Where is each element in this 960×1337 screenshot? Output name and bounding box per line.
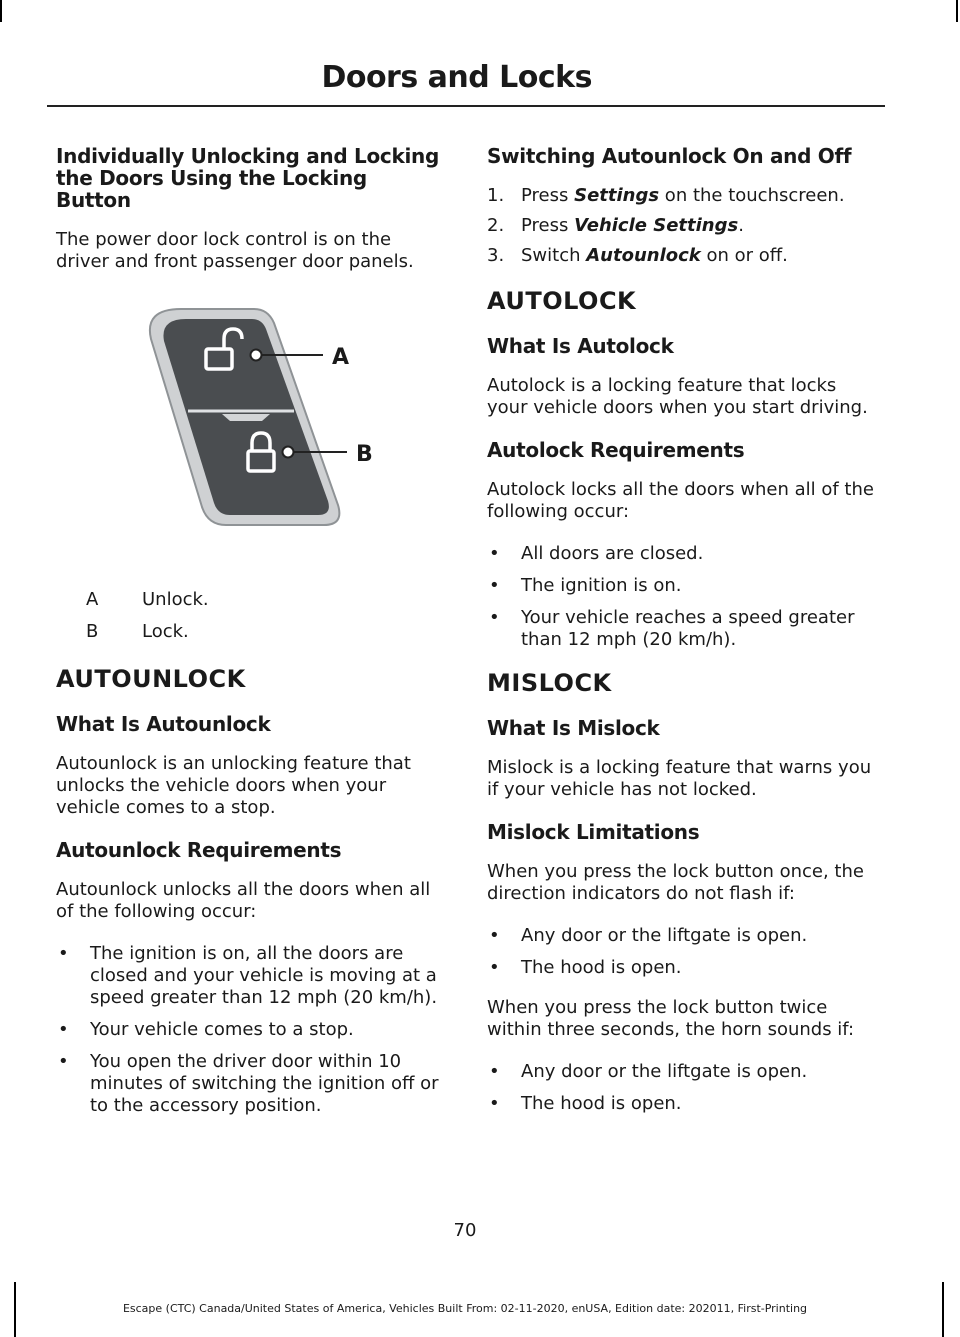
section-title-autounlock: AUTOUNLOCK — [56, 665, 246, 693]
crop-mark-bottom-right — [942, 1282, 944, 1337]
list-item: • You open the driver door within 10 minutes of switching the ignition off or to the accessory position. — [56, 1051, 448, 1117]
heading-what-is-autounlock: What Is Autounlock — [56, 712, 271, 736]
step-text-post: . — [738, 215, 744, 236]
heading-mislock-limitations: Mislock Limitations — [487, 820, 700, 844]
list-item: • The hood is open. — [487, 1093, 879, 1115]
heading-autolock-requirements: Autolock Requirements — [487, 438, 745, 462]
step-key-term: Autounlock — [586, 245, 701, 266]
right-column — [487, 145, 879, 1133]
door-lock-switch-figure — [56, 293, 448, 583]
list-item: • Any door or the liftgate is open. — [487, 925, 879, 947]
paragraph-mislock-press-twice: When you press the lock button twice within three seconds, the horn sounds if: — [487, 997, 855, 1040]
legend-key: B — [86, 621, 99, 642]
callout-label-a: A — [332, 345, 350, 370]
heading-what-is-autolock: What Is Autolock — [487, 334, 674, 358]
left-column — [56, 145, 448, 1135]
callout-label-b: B — [356, 442, 373, 467]
step-item — [487, 215, 879, 237]
list-item: • Any door or the liftgate is open. — [487, 1061, 879, 1083]
list-item: • All doors are closed. — [487, 543, 879, 565]
step-text-pre: Switch — [521, 245, 587, 266]
step-text-pre: Press — [521, 185, 575, 206]
autounlock-requirements-list — [56, 943, 448, 1117]
figure-legend — [56, 589, 448, 643]
page-header-title: Doors and Locks — [321, 60, 592, 95]
section-title-autolock: AUTOLOCK — [487, 287, 637, 315]
legend-text: Unlock. — [142, 589, 209, 610]
crop-mark-top-left — [0, 0, 2, 22]
autolock-requirements-list — [487, 543, 879, 651]
edition-footer: Escape (CTC) Canada/United States of America, Vehicles Built From: 02-11-2020, enUSA, Edition date: 202011, First-Printing — [122, 1302, 808, 1315]
legend-key: A — [86, 589, 99, 610]
step-key-term: Vehicle Settings — [574, 215, 739, 236]
legend-text: Lock. — [142, 621, 189, 642]
crop-mark-top-right — [956, 0, 958, 22]
step-text-post: on or off. — [700, 245, 788, 266]
list-item: • The ignition is on. — [487, 575, 879, 597]
legend-row — [56, 621, 448, 643]
door-lock-switch-illustration — [56, 293, 448, 583]
heading-switching-autounlock: Switching Autounlock On and Off — [487, 144, 852, 168]
step-number: 3. — [487, 245, 505, 266]
step-number: 1. — [487, 185, 505, 206]
paragraph-mislock-press-once: When you press the lock button once, the direction indicators do not flash if: — [487, 861, 864, 904]
heading-what-is-mislock: What Is Mislock — [487, 716, 660, 740]
paragraph-autounlock-description: Autounlock is an unlocking feature that unlocks the vehicle doors when your vehicle comes to a stop. — [56, 753, 411, 818]
step-number: 2. — [487, 215, 505, 236]
section-title-mislock: MISLOCK — [487, 669, 612, 697]
page-number: 70 — [453, 1220, 477, 1241]
step-item — [487, 185, 879, 207]
list-item: • The ignition is on, all the doors are closed and your vehicle is moving at a speed greater than 12 mph (20 km/h). — [56, 943, 448, 1009]
mislock-once-list — [487, 925, 879, 979]
mislock-twice-list — [487, 1061, 879, 1115]
paragraph-autounlock-requirements: Autounlock unlocks all the doors when all of the following occur: — [56, 879, 431, 922]
list-item: • The hood is open. — [487, 957, 879, 979]
step-key-term: Settings — [574, 185, 660, 206]
legend-row — [56, 589, 448, 611]
paragraph-lock-control: The power door lock control is on the driver and front passenger door panels. — [56, 229, 414, 272]
paragraph-autolock-requirements: Autolock locks all the doors when all of the following occur: — [487, 479, 874, 522]
heading-autounlock-requirements: Autounlock Requirements — [56, 838, 342, 862]
paragraph-autolock-description: Autolock is a locking feature that locks your vehicle doors when you start driving. — [487, 375, 868, 418]
header-divider — [47, 105, 885, 107]
list-item: • Your vehicle reaches a speed greater than 12 mph (20 km/h). — [487, 607, 879, 651]
step-item — [487, 245, 879, 267]
step-text-pre: Press — [521, 215, 575, 236]
step-text-post: on the touchscreen. — [659, 185, 845, 206]
list-item: • Your vehicle comes to a stop. — [56, 1019, 448, 1041]
switching-steps-list — [487, 185, 879, 267]
paragraph-mislock-description: Mislock is a locking feature that warns you if your vehicle has not locked. — [487, 757, 872, 800]
section-heading-individual-locking: Individually Unlocking and Locking the Doors Using the Locking Button — [56, 144, 439, 212]
